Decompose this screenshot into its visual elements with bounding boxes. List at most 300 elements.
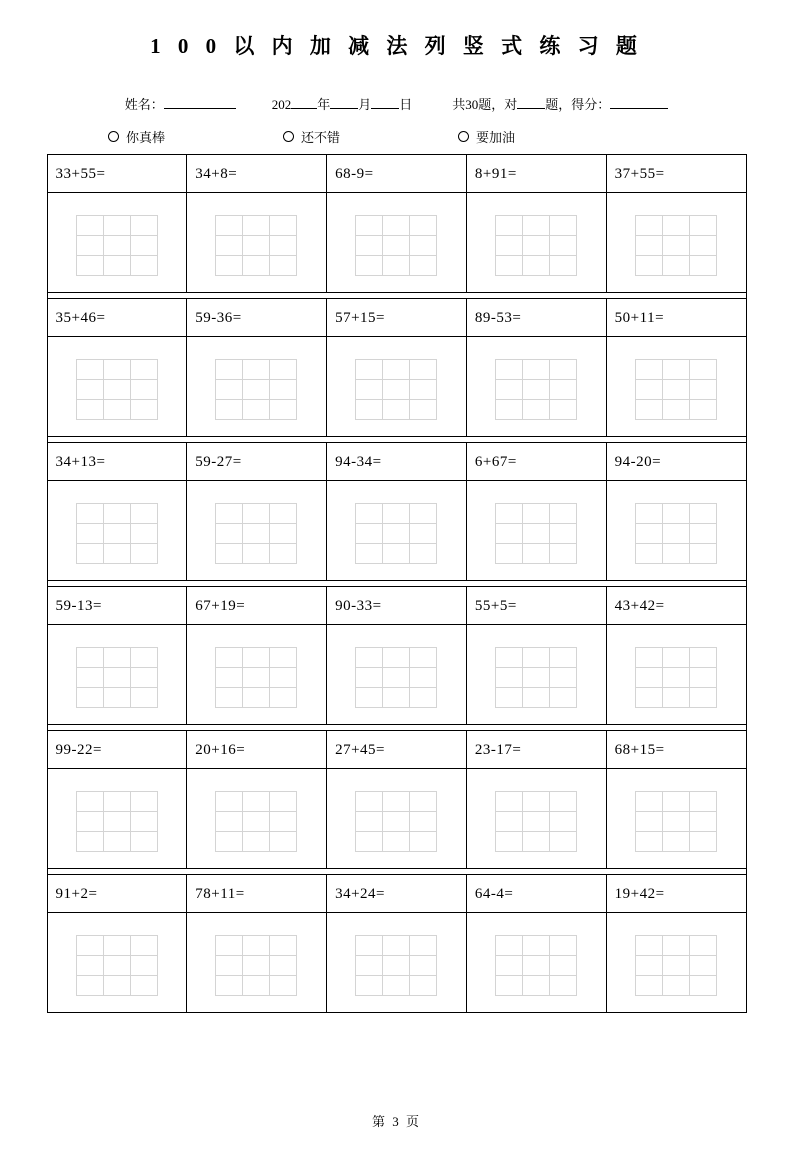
calc-cell[interactable] bbox=[522, 976, 549, 996]
calc-cell[interactable] bbox=[549, 648, 576, 668]
calc-cell[interactable] bbox=[243, 812, 270, 832]
calc-cell[interactable] bbox=[522, 648, 549, 668]
calc-cell[interactable] bbox=[383, 380, 410, 400]
answer-work-cell[interactable] bbox=[47, 193, 187, 293]
calc-cell[interactable] bbox=[495, 976, 522, 996]
year-blank[interactable] bbox=[291, 96, 317, 109]
calc-cell[interactable] bbox=[495, 544, 522, 564]
calc-cell[interactable] bbox=[356, 216, 383, 236]
answer-work-cell[interactable] bbox=[47, 625, 187, 725]
calc-cell[interactable] bbox=[356, 360, 383, 380]
calc-cell[interactable] bbox=[356, 400, 383, 420]
calc-cell[interactable] bbox=[216, 648, 243, 668]
month-blank[interactable] bbox=[330, 96, 358, 109]
calc-cell[interactable] bbox=[495, 668, 522, 688]
calc-cell[interactable] bbox=[76, 832, 103, 852]
calc-cell[interactable] bbox=[216, 668, 243, 688]
calc-cell[interactable] bbox=[76, 380, 103, 400]
calc-cell[interactable] bbox=[689, 400, 716, 420]
calc-cell[interactable] bbox=[270, 360, 297, 380]
calc-cell[interactable] bbox=[216, 956, 243, 976]
calc-cell[interactable] bbox=[662, 792, 689, 812]
calc-cell[interactable] bbox=[243, 380, 270, 400]
calc-cell[interactable] bbox=[410, 648, 437, 668]
calc-cell[interactable] bbox=[270, 400, 297, 420]
calc-cell[interactable] bbox=[356, 544, 383, 564]
answer-work-cell[interactable] bbox=[47, 913, 187, 1013]
calc-cell[interactable] bbox=[130, 524, 157, 544]
answer-work-cell[interactable] bbox=[606, 481, 746, 581]
calc-cell[interactable] bbox=[689, 832, 716, 852]
calc-cell[interactable] bbox=[549, 976, 576, 996]
calc-cell[interactable] bbox=[495, 360, 522, 380]
calc-cell[interactable] bbox=[689, 524, 716, 544]
calc-cell[interactable] bbox=[689, 668, 716, 688]
calc-cell[interactable] bbox=[635, 504, 662, 524]
calc-cell[interactable] bbox=[635, 544, 662, 564]
calc-cell[interactable] bbox=[216, 380, 243, 400]
calc-cell[interactable] bbox=[689, 504, 716, 524]
calc-cell[interactable] bbox=[76, 360, 103, 380]
rating-option-0[interactable] bbox=[108, 127, 165, 146]
calc-cell[interactable] bbox=[130, 832, 157, 852]
calc-cell[interactable] bbox=[410, 400, 437, 420]
calc-cell[interactable] bbox=[410, 956, 437, 976]
calc-cell[interactable] bbox=[635, 936, 662, 956]
calc-cell[interactable] bbox=[522, 688, 549, 708]
calc-cell[interactable] bbox=[76, 668, 103, 688]
calc-cell[interactable] bbox=[383, 688, 410, 708]
calc-cell[interactable] bbox=[76, 648, 103, 668]
calc-cell[interactable] bbox=[216, 976, 243, 996]
calc-cell[interactable] bbox=[103, 360, 130, 380]
calc-cell[interactable] bbox=[522, 812, 549, 832]
calc-cell[interactable] bbox=[76, 216, 103, 236]
calc-cell[interactable] bbox=[383, 832, 410, 852]
calc-cell[interactable] bbox=[549, 688, 576, 708]
answer-work-cell[interactable] bbox=[606, 337, 746, 437]
calc-cell[interactable] bbox=[635, 256, 662, 276]
answer-work-cell[interactable] bbox=[606, 913, 746, 1013]
calc-cell[interactable] bbox=[410, 976, 437, 996]
calc-cell[interactable] bbox=[76, 792, 103, 812]
calc-cell[interactable] bbox=[216, 688, 243, 708]
calc-cell[interactable] bbox=[410, 380, 437, 400]
calc-cell[interactable] bbox=[383, 360, 410, 380]
calc-cell[interactable] bbox=[270, 380, 297, 400]
answer-work-cell[interactable] bbox=[187, 337, 327, 437]
calc-cell[interactable] bbox=[689, 216, 716, 236]
calc-cell[interactable] bbox=[130, 256, 157, 276]
answer-work-cell[interactable] bbox=[466, 913, 606, 1013]
calc-cell[interactable] bbox=[243, 216, 270, 236]
calc-cell[interactable] bbox=[130, 400, 157, 420]
calc-cell[interactable] bbox=[522, 216, 549, 236]
calc-cell[interactable] bbox=[103, 256, 130, 276]
calc-cell[interactable] bbox=[270, 792, 297, 812]
answer-work-cell[interactable] bbox=[187, 193, 327, 293]
calc-cell[interactable] bbox=[522, 504, 549, 524]
calc-cell[interactable] bbox=[635, 976, 662, 996]
calc-cell[interactable] bbox=[383, 976, 410, 996]
calc-cell[interactable] bbox=[689, 936, 716, 956]
calc-cell[interactable] bbox=[270, 688, 297, 708]
answer-work-cell[interactable] bbox=[466, 193, 606, 293]
calc-cell[interactable] bbox=[243, 544, 270, 564]
calc-cell[interactable] bbox=[270, 832, 297, 852]
calc-cell[interactable] bbox=[270, 504, 297, 524]
calc-cell[interactable] bbox=[383, 956, 410, 976]
calc-cell[interactable] bbox=[216, 792, 243, 812]
calc-cell[interactable] bbox=[243, 832, 270, 852]
answer-work-cell[interactable] bbox=[327, 193, 467, 293]
calc-cell[interactable] bbox=[103, 688, 130, 708]
calc-cell[interactable] bbox=[356, 792, 383, 812]
calc-cell[interactable] bbox=[216, 504, 243, 524]
answer-work-cell[interactable] bbox=[466, 481, 606, 581]
calc-cell[interactable] bbox=[495, 216, 522, 236]
calc-cell[interactable] bbox=[635, 216, 662, 236]
calc-cell[interactable] bbox=[270, 812, 297, 832]
calc-cell[interactable] bbox=[76, 956, 103, 976]
calc-cell[interactable] bbox=[76, 936, 103, 956]
correct-blank[interactable] bbox=[517, 96, 545, 109]
calc-cell[interactable] bbox=[662, 524, 689, 544]
calc-cell[interactable] bbox=[689, 792, 716, 812]
calc-cell[interactable] bbox=[662, 544, 689, 564]
answer-work-cell[interactable] bbox=[187, 769, 327, 869]
calc-cell[interactable] bbox=[103, 216, 130, 236]
calc-cell[interactable] bbox=[635, 360, 662, 380]
calc-cell[interactable] bbox=[76, 812, 103, 832]
calc-cell[interactable] bbox=[635, 668, 662, 688]
calc-cell[interactable] bbox=[356, 504, 383, 524]
answer-work-cell[interactable] bbox=[327, 337, 467, 437]
calc-cell[interactable] bbox=[522, 792, 549, 812]
calc-cell[interactable] bbox=[130, 380, 157, 400]
calc-cell[interactable] bbox=[549, 236, 576, 256]
calc-cell[interactable] bbox=[495, 380, 522, 400]
calc-cell[interactable] bbox=[410, 256, 437, 276]
calc-cell[interactable] bbox=[130, 976, 157, 996]
calc-cell[interactable] bbox=[383, 812, 410, 832]
calc-cell[interactable] bbox=[383, 792, 410, 812]
calc-cell[interactable] bbox=[130, 504, 157, 524]
calc-cell[interactable] bbox=[216, 524, 243, 544]
calc-cell[interactable] bbox=[410, 936, 437, 956]
calc-cell[interactable] bbox=[549, 812, 576, 832]
calc-cell[interactable] bbox=[410, 544, 437, 564]
calc-cell[interactable] bbox=[662, 956, 689, 976]
calc-cell[interactable] bbox=[270, 956, 297, 976]
answer-work-cell[interactable] bbox=[187, 625, 327, 725]
answer-work-cell[interactable] bbox=[187, 913, 327, 1013]
calc-cell[interactable] bbox=[243, 976, 270, 996]
calc-cell[interactable] bbox=[549, 668, 576, 688]
calc-cell[interactable] bbox=[495, 936, 522, 956]
calc-cell[interactable] bbox=[216, 936, 243, 956]
calc-cell[interactable] bbox=[495, 524, 522, 544]
answer-work-cell[interactable] bbox=[466, 625, 606, 725]
calc-cell[interactable] bbox=[635, 380, 662, 400]
calc-cell[interactable] bbox=[662, 360, 689, 380]
calc-cell[interactable] bbox=[522, 936, 549, 956]
calc-cell[interactable] bbox=[549, 400, 576, 420]
calc-cell[interactable] bbox=[689, 648, 716, 668]
calc-cell[interactable] bbox=[410, 504, 437, 524]
calc-cell[interactable] bbox=[495, 812, 522, 832]
calc-cell[interactable] bbox=[103, 832, 130, 852]
calc-cell[interactable] bbox=[103, 976, 130, 996]
calc-cell[interactable] bbox=[103, 812, 130, 832]
calc-cell[interactable] bbox=[689, 360, 716, 380]
calc-cell[interactable] bbox=[495, 832, 522, 852]
name-blank[interactable] bbox=[164, 96, 236, 109]
calc-cell[interactable] bbox=[76, 524, 103, 544]
calc-cell[interactable] bbox=[356, 648, 383, 668]
calc-cell[interactable] bbox=[635, 832, 662, 852]
calc-cell[interactable] bbox=[383, 524, 410, 544]
calc-cell[interactable] bbox=[383, 400, 410, 420]
calc-cell[interactable] bbox=[103, 400, 130, 420]
calc-cell[interactable] bbox=[243, 504, 270, 524]
calc-cell[interactable] bbox=[522, 668, 549, 688]
calc-cell[interactable] bbox=[662, 936, 689, 956]
calc-cell[interactable] bbox=[662, 976, 689, 996]
calc-cell[interactable] bbox=[130, 216, 157, 236]
calc-cell[interactable] bbox=[495, 688, 522, 708]
calc-cell[interactable] bbox=[635, 236, 662, 256]
calc-cell[interactable] bbox=[243, 668, 270, 688]
calc-cell[interactable] bbox=[410, 688, 437, 708]
answer-work-cell[interactable] bbox=[466, 337, 606, 437]
calc-cell[interactable] bbox=[549, 380, 576, 400]
answer-work-cell[interactable] bbox=[327, 769, 467, 869]
calc-cell[interactable] bbox=[243, 524, 270, 544]
calc-cell[interactable] bbox=[76, 236, 103, 256]
calc-cell[interactable] bbox=[270, 976, 297, 996]
calc-cell[interactable] bbox=[383, 236, 410, 256]
calc-cell[interactable] bbox=[130, 648, 157, 668]
calc-cell[interactable] bbox=[662, 504, 689, 524]
calc-cell[interactable] bbox=[549, 256, 576, 276]
calc-cell[interactable] bbox=[689, 956, 716, 976]
calc-cell[interactable] bbox=[270, 936, 297, 956]
calc-cell[interactable] bbox=[130, 544, 157, 564]
calc-cell[interactable] bbox=[76, 400, 103, 420]
calc-cell[interactable] bbox=[495, 792, 522, 812]
calc-cell[interactable] bbox=[243, 688, 270, 708]
calc-cell[interactable] bbox=[662, 380, 689, 400]
calc-cell[interactable] bbox=[356, 668, 383, 688]
calc-cell[interactable] bbox=[130, 688, 157, 708]
calc-cell[interactable] bbox=[549, 216, 576, 236]
calc-cell[interactable] bbox=[356, 976, 383, 996]
calc-cell[interactable] bbox=[243, 936, 270, 956]
calc-cell[interactable] bbox=[549, 544, 576, 564]
calc-cell[interactable] bbox=[216, 832, 243, 852]
calc-cell[interactable] bbox=[410, 812, 437, 832]
calc-cell[interactable] bbox=[522, 832, 549, 852]
calc-cell[interactable] bbox=[635, 400, 662, 420]
calc-cell[interactable] bbox=[383, 936, 410, 956]
calc-cell[interactable] bbox=[270, 544, 297, 564]
calc-cell[interactable] bbox=[76, 688, 103, 708]
day-blank[interactable] bbox=[371, 96, 399, 109]
calc-cell[interactable] bbox=[662, 400, 689, 420]
calc-cell[interactable] bbox=[689, 256, 716, 276]
calc-cell[interactable] bbox=[130, 936, 157, 956]
calc-cell[interactable] bbox=[356, 832, 383, 852]
calc-cell[interactable] bbox=[662, 256, 689, 276]
calc-cell[interactable] bbox=[356, 688, 383, 708]
calc-cell[interactable] bbox=[410, 792, 437, 812]
calc-cell[interactable] bbox=[662, 812, 689, 832]
calc-cell[interactable] bbox=[662, 668, 689, 688]
calc-cell[interactable] bbox=[103, 936, 130, 956]
calc-cell[interactable] bbox=[356, 936, 383, 956]
calc-cell[interactable] bbox=[130, 668, 157, 688]
calc-cell[interactable] bbox=[216, 812, 243, 832]
calc-cell[interactable] bbox=[216, 360, 243, 380]
calc-cell[interactable] bbox=[549, 792, 576, 812]
calc-cell[interactable] bbox=[103, 236, 130, 256]
calc-cell[interactable] bbox=[270, 668, 297, 688]
calc-cell[interactable] bbox=[356, 236, 383, 256]
calc-cell[interactable] bbox=[216, 216, 243, 236]
calc-cell[interactable] bbox=[103, 380, 130, 400]
calc-cell[interactable] bbox=[495, 956, 522, 976]
calc-cell[interactable] bbox=[410, 216, 437, 236]
answer-work-cell[interactable] bbox=[606, 193, 746, 293]
calc-cell[interactable] bbox=[522, 256, 549, 276]
answer-work-cell[interactable] bbox=[187, 481, 327, 581]
calc-cell[interactable] bbox=[689, 380, 716, 400]
calc-cell[interactable] bbox=[356, 380, 383, 400]
calc-cell[interactable] bbox=[495, 504, 522, 524]
calc-cell[interactable] bbox=[270, 236, 297, 256]
calc-cell[interactable] bbox=[103, 524, 130, 544]
answer-work-cell[interactable] bbox=[327, 913, 467, 1013]
calc-cell[interactable] bbox=[243, 256, 270, 276]
calc-cell[interactable] bbox=[662, 236, 689, 256]
answer-work-cell[interactable] bbox=[606, 625, 746, 725]
calc-cell[interactable] bbox=[662, 648, 689, 668]
calc-cell[interactable] bbox=[635, 812, 662, 832]
calc-cell[interactable] bbox=[270, 256, 297, 276]
calc-cell[interactable] bbox=[410, 236, 437, 256]
calc-cell[interactable] bbox=[410, 832, 437, 852]
answer-work-cell[interactable] bbox=[327, 481, 467, 581]
score-blank[interactable] bbox=[610, 96, 668, 109]
calc-cell[interactable] bbox=[410, 524, 437, 544]
calc-cell[interactable] bbox=[103, 544, 130, 564]
calc-cell[interactable] bbox=[103, 956, 130, 976]
calc-cell[interactable] bbox=[383, 256, 410, 276]
calc-cell[interactable] bbox=[635, 792, 662, 812]
calc-cell[interactable] bbox=[383, 648, 410, 668]
answer-work-cell[interactable] bbox=[47, 481, 187, 581]
calc-cell[interactable] bbox=[549, 936, 576, 956]
calc-cell[interactable] bbox=[689, 812, 716, 832]
calc-cell[interactable] bbox=[549, 524, 576, 544]
calc-cell[interactable] bbox=[522, 524, 549, 544]
calc-cell[interactable] bbox=[383, 216, 410, 236]
calc-cell[interactable] bbox=[410, 668, 437, 688]
calc-cell[interactable] bbox=[103, 668, 130, 688]
calc-cell[interactable] bbox=[549, 360, 576, 380]
calc-cell[interactable] bbox=[130, 236, 157, 256]
calc-cell[interactable] bbox=[410, 360, 437, 380]
calc-cell[interactable] bbox=[522, 360, 549, 380]
calc-cell[interactable] bbox=[635, 956, 662, 976]
calc-cell[interactable] bbox=[635, 688, 662, 708]
calc-cell[interactable] bbox=[356, 956, 383, 976]
calc-cell[interactable] bbox=[243, 360, 270, 380]
calc-cell[interactable] bbox=[635, 524, 662, 544]
calc-cell[interactable] bbox=[243, 648, 270, 668]
rating-option-2[interactable] bbox=[458, 127, 515, 146]
calc-cell[interactable] bbox=[243, 400, 270, 420]
calc-cell[interactable] bbox=[495, 648, 522, 668]
calc-cell[interactable] bbox=[383, 668, 410, 688]
calc-cell[interactable] bbox=[216, 256, 243, 276]
calc-cell[interactable] bbox=[243, 956, 270, 976]
calc-cell[interactable] bbox=[76, 544, 103, 564]
calc-cell[interactable] bbox=[216, 400, 243, 420]
calc-cell[interactable] bbox=[103, 792, 130, 812]
calc-cell[interactable] bbox=[549, 956, 576, 976]
calc-cell[interactable] bbox=[689, 236, 716, 256]
calc-cell[interactable] bbox=[689, 976, 716, 996]
calc-cell[interactable] bbox=[103, 504, 130, 524]
answer-work-cell[interactable] bbox=[606, 769, 746, 869]
calc-cell[interactable] bbox=[76, 976, 103, 996]
calc-cell[interactable] bbox=[356, 524, 383, 544]
answer-work-cell[interactable] bbox=[47, 769, 187, 869]
calc-cell[interactable] bbox=[383, 504, 410, 524]
calc-cell[interactable] bbox=[495, 400, 522, 420]
calc-cell[interactable] bbox=[216, 236, 243, 256]
calc-cell[interactable] bbox=[522, 380, 549, 400]
calc-cell[interactable] bbox=[216, 544, 243, 564]
calc-cell[interactable] bbox=[270, 648, 297, 668]
calc-cell[interactable] bbox=[243, 792, 270, 812]
calc-cell[interactable] bbox=[522, 400, 549, 420]
calc-cell[interactable] bbox=[130, 792, 157, 812]
calc-cell[interactable] bbox=[130, 956, 157, 976]
calc-cell[interactable] bbox=[495, 236, 522, 256]
calc-cell[interactable] bbox=[356, 812, 383, 832]
calc-cell[interactable] bbox=[383, 544, 410, 564]
calc-cell[interactable] bbox=[689, 544, 716, 564]
calc-cell[interactable] bbox=[662, 688, 689, 708]
calc-cell[interactable] bbox=[270, 216, 297, 236]
calc-cell[interactable] bbox=[130, 812, 157, 832]
calc-cell[interactable] bbox=[522, 956, 549, 976]
answer-work-cell[interactable] bbox=[327, 625, 467, 725]
calc-cell[interactable] bbox=[356, 256, 383, 276]
answer-work-cell[interactable] bbox=[47, 337, 187, 437]
calc-cell[interactable] bbox=[689, 688, 716, 708]
calc-cell[interactable] bbox=[549, 832, 576, 852]
calc-cell[interactable] bbox=[270, 524, 297, 544]
calc-cell[interactable] bbox=[103, 648, 130, 668]
calc-cell[interactable] bbox=[495, 256, 522, 276]
calc-cell[interactable] bbox=[76, 256, 103, 276]
calc-cell[interactable] bbox=[549, 504, 576, 524]
calc-cell[interactable] bbox=[662, 832, 689, 852]
